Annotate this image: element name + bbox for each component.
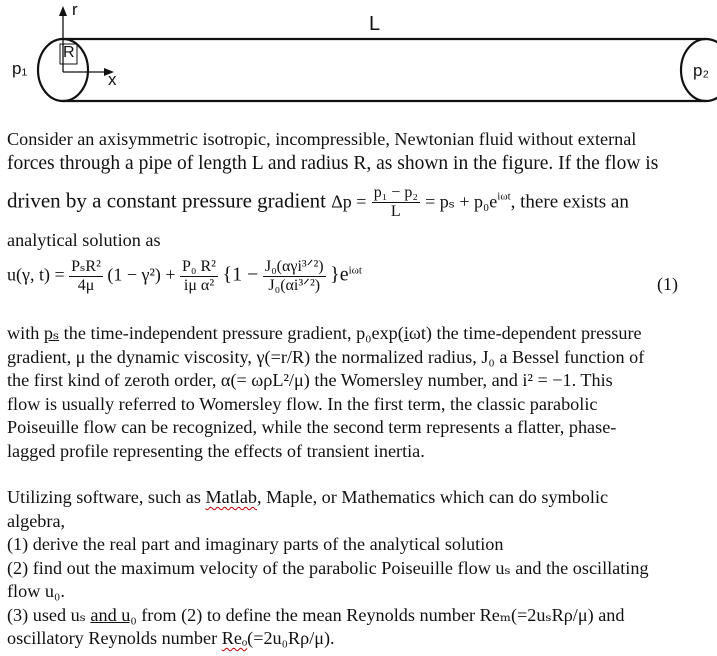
term2-fraction: [180, 258, 218, 295]
term2-numerator: P₀ R²: [182, 258, 216, 275]
inlet-pressure-label: p₁: [12, 59, 28, 78]
axis-x-label: x: [108, 70, 117, 89]
matlab-word: Matlab: [205, 487, 258, 507]
pressure-gradient-fraction: [372, 184, 420, 221]
tasks-paragraph: [7, 486, 713, 651]
bessel-denominator: J₀(αi³ᐟ²): [268, 277, 321, 294]
tasks-line-7: [7, 627, 713, 651]
tasks-line7-a: oscillatory Reynolds number: [7, 628, 222, 648]
equation-number: (1): [657, 274, 678, 294]
equation-exp: iωt: [348, 264, 362, 277]
tasks-line1-b: , Maple, or Mathematics which can do symbolic: [257, 487, 609, 507]
definitions-line-5: Poiseuille flow can be recognized, while the second term represents a flatter, phase-: [7, 417, 617, 437]
def-line1-a: with: [7, 323, 44, 343]
term1-fraction: [69, 258, 103, 295]
intro-line-2: forces through a pipe of length L and radius R, as shown in the figure. If the flow is: [7, 152, 659, 174]
intro-line-3-prefix: driven by a constant pressure gradient: [7, 188, 326, 213]
definitions-paragraph: [7, 322, 713, 463]
definitions-line-1: [7, 322, 713, 346]
term2-denominator: iμ α²: [183, 277, 215, 294]
tasks-line-3: (1) derive the real part and imaginary parts of the analytical solution: [7, 534, 504, 554]
pressure-gradient-exp: iωt: [497, 190, 511, 203]
intro-line-3-suffix: , there exists an: [510, 191, 629, 213]
tasks-line1-a: Utilizing software, such as: [7, 487, 206, 507]
definitions-line-6: lagged profile representing the effects of transient inertia.: [7, 440, 425, 461]
definitions-line-4: flow is usually referred to Womersley flow. In the first term, the classic parabolic: [7, 393, 598, 414]
radius-label: R: [63, 44, 75, 61]
term1-factor: (1 − γ²) +: [107, 264, 176, 285]
tasks-line6-b: from (2) to define the mean Reynolds number Reₘ(=2uₛRρ/μ) and: [136, 604, 625, 625]
r-axis-arrow: [59, 6, 67, 16]
tasks-line6-a: (3) used uₛ: [7, 604, 91, 625]
reo-symbol: Reₒ: [221, 628, 248, 648]
intro-paragraph: [7, 128, 713, 175]
equation-lhs: u(γ, t) =: [7, 264, 65, 285]
pressure-gradient-denominator: L: [390, 203, 401, 220]
velocity-equation: [7, 258, 362, 295]
definitions-line-2: gradient, μ the dynamic viscosity, γ(=r/R) the normalized radius, J₀ a Bessel function of: [7, 346, 645, 367]
axis-r-label: r: [72, 0, 78, 19]
intro-line-4: analytical solution as: [7, 230, 161, 250]
term1-numerator: PₛR²: [71, 258, 101, 275]
pressure-gradient-line: [7, 184, 629, 221]
brace-close: }e: [330, 263, 349, 286]
brace-open: {1 −: [222, 263, 259, 286]
tasks-line-2: algebra,: [7, 510, 66, 531]
tasks-line-1: [7, 486, 713, 510]
definitions-line-3: the first kind of zeroth order, α(= ωρL²/μ) the Womersley number, and i² = −1. This: [7, 370, 613, 390]
bessel-fraction: [263, 258, 326, 295]
pressure-gradient-numerator: p₁ − p₂: [373, 184, 418, 201]
def-line1-c: ωt) the time-dependent pressure: [408, 323, 642, 343]
pressure-gradient-lhs: Δp =: [331, 191, 367, 212]
term1-denominator: 4μ: [77, 277, 95, 294]
and-u0-phrase: and u₀: [90, 604, 137, 625]
intro-line-1: Consider an axisymmetric isotropic, incompressible, Newtonian fluid without external: [7, 129, 637, 149]
tasks-line-4: (2) find out the maximum velocity of the parabolic Poiseuille flow uₛ and the oscillating: [7, 557, 649, 578]
pressure-gradient-rhs: = pₛ + p₀e: [425, 191, 498, 212]
tasks-line-6: [7, 604, 713, 628]
tasks-line7-b: (=2u₀Rρ/μ).: [247, 628, 335, 648]
def-line1-b: the time-independent pressure gradient, p₀exp(: [59, 323, 404, 343]
pipe-figure: [0, 0, 717, 112]
i-symbol: i: [403, 323, 409, 343]
bessel-numerator: J₀(αγi³ᐟ²): [264, 258, 324, 275]
tasks-line-5: flow u₀.: [7, 581, 65, 601]
ps-symbol: pₛ: [43, 323, 60, 343]
length-label: L: [369, 13, 381, 35]
outlet-pressure-label: p₂: [693, 61, 710, 80]
